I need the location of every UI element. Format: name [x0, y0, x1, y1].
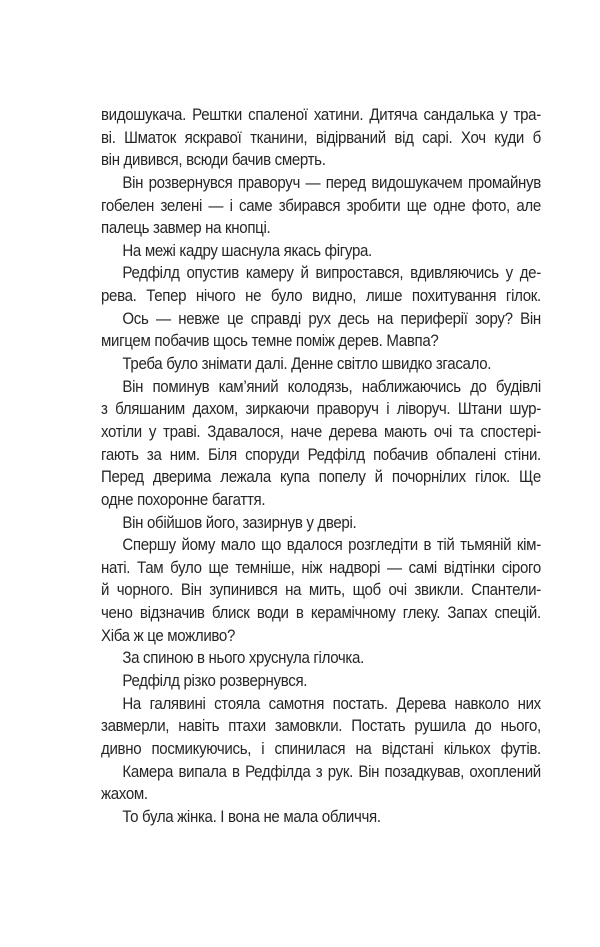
text-line: Він обійшов його, зазирнув у двері. [122, 513, 357, 532]
text-line: рева. Тепер нічого не було видно, лише похитування гілок. [101, 287, 541, 306]
text-line: з бляшаним дахом, зиркаючи праворуч і ліворуч. Штани шур- [101, 400, 541, 419]
text-line: То була жінка. І вона не мала обличчя. [122, 807, 381, 826]
text-line: видошукача. Рештки спаленої хатини. Дитяча сандалька у тра- [101, 106, 541, 124]
text-line: Він розвернувся праворуч — перед видошукачем промайнув [122, 173, 541, 192]
book-page-text [101, 104, 541, 829]
text-line: завмерли, навіть птахи замовкли. Постать рушила до нього, [101, 717, 541, 736]
text-line: гобелен зелені — і саме збирався зробити ще одне фото, але [101, 196, 541, 215]
text-line: гають за ним. Біля споруди Редфілд побачив обпалені стіни. [101, 445, 541, 464]
text-line: мигцем побачив щось темне поміж дерев. Мавпа? [101, 332, 439, 351]
text-line: палець завмер на кнопці. [101, 219, 271, 238]
text-line: чено відзначив блиск води в керамічному глеку. Запах спецій. [101, 604, 541, 623]
text-line: хотіли у траві. Здавалося, наче дерева мають очі та спостері- [101, 422, 541, 441]
text-line: За спиною в нього хруснула гілочка. [122, 649, 364, 668]
text-line: Він поминув кам’яний колодязь, наближаючись до будівлі [122, 377, 541, 396]
text-line: Камера випала в Редфілда з рук. Він позадкував, охоплений [122, 762, 541, 781]
text-line: Перед дверима лежала купа попелу й почорнілих гілок. Ще [101, 468, 541, 487]
text-line: Хіба ж це можливо? [101, 626, 236, 645]
text-line: ві. Шматок яскравої тканини, відірваний від сарі. Хоч куди б [101, 128, 541, 147]
text-line: жахом. [101, 785, 148, 804]
text-line: Треба було знімати далі. Денне світло швидко згасало. [122, 355, 492, 374]
text-line: Спершу йому мало що вдалося розгледіти в тій тьмяній кім- [122, 536, 541, 555]
text-line: він дивився, всюди бачив смерть. [101, 151, 326, 170]
text-line: дивно посмикуючись, і спинилася на відстані кількох футів. [101, 739, 541, 758]
text-line: Редфілд опустив камеру й випростався, вдивляючись у де- [122, 264, 541, 283]
text-line: На галявині стояла самотня постать. Дерева навколо них [122, 694, 541, 713]
text-line: Ось — невже це справді рух десь на периферії зору? Він [122, 309, 541, 328]
text-line: Редфілд різко розвернувся. [122, 672, 308, 691]
text-line: й чорного. Він зупинився на мить, щоб очі звикли. Спантели- [101, 581, 541, 600]
text-line: На межі кадру шаснула якась фігура. [122, 241, 372, 260]
text-line: наті. Там було ще темніше, ніж надворі — самі відтінки сірого [101, 558, 541, 577]
text-line: одне похоронне багаття. [101, 490, 266, 509]
